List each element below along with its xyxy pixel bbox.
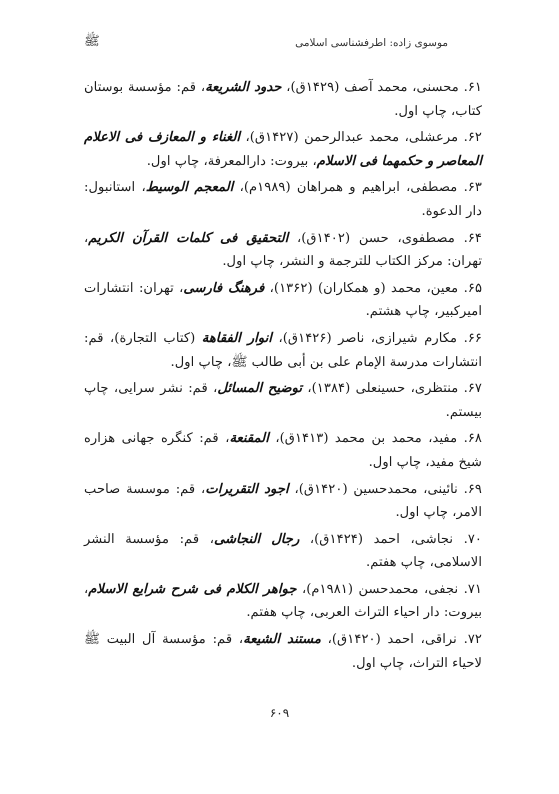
bibliography-entry: ۶۶. مکارم شیرازی، ناصر (۱۴۲۶ق)، انوار الفقاهة (کتاب التجارة)، قم: انتشارات مدرسة الإمام علی بن أبی طالب ﷺ، چاپ اول. xyxy=(84,330,483,370)
header-ornament: ﷺ xyxy=(84,34,100,49)
bibliography-entry: ۷۲. نراقی، احمد (۱۴۲۰ق)، مستند الشیعة، قم: مؤسسة آل البیت ﷺ لاحیاء التراث، چاپ اول. xyxy=(84,632,482,671)
bibliography-entry: ۶۵. معین، محمد (و همکاران) (۱۳۶۲)، فرهنگ فارسی، تهران: انتشارات امیرکبیر، چاپ هشتم. xyxy=(84,280,483,320)
page-number: ۶۰۹ xyxy=(269,706,290,720)
bibliography-entry: ۶۹. نائینی، محمدحسین (۱۴۲۰ق)، اجود التقریرات، قم: موسسة صاحب الامر، چاپ اول. xyxy=(84,481,483,521)
bibliography-entry: ۶۴. مصطفوی، حسن (۱۴۰۲ق)، التحقیق فی کلمات القرآن الکریم، تهران: مرکز الکتاب للترجمة و النشر، چاپ اول. xyxy=(84,230,482,270)
bibliography-entry: ۷۰. نجاشی، احمد (۱۴۲۴ق)، رجال النجاشی، قم: مؤسسة النشر الاسلامی، چاپ هفتم. xyxy=(84,531,483,571)
bibliography-entry: ۶۲. مرعشلی، محمد عبدالرحمن (۱۴۲۷ق)، الغناء و المعازف فی الاعلام المعاصر و حکمهما فی الاسلام، بیروت: دارالمعرفة، چاپ اول. xyxy=(84,130,482,169)
bibliography-entry: ۶۷. منتظری، حسینعلی (۱۳۸۴)، توضیح المسائل، قم: نشر سرایی، چاپ بیستم. xyxy=(84,381,482,420)
running-header: موسوی زاده: اطرفشناسی اسلامی xyxy=(295,37,448,49)
bibliography-entry: ۶۱. محسنی، محمد آصف (۱۴۲۹ق)، حدود الشریعة، قم: مؤسسة بوستان کتاب، چاپ اول. xyxy=(84,80,483,119)
bibliography-list xyxy=(84,76,482,678)
bibliography-entry: ۶۸. مفید، محمد بن محمد (۱۴۱۳ق)، المقنعة، قم: کنگره جهانی هزاره شیخ مفید، چاپ اول. xyxy=(84,431,483,470)
bibliography-entry: ۶۳. مصطفی، ابراهیم و همراهان (۱۹۸۹م)، المعجم الوسیط، استانبول: دار الدعوة. xyxy=(84,180,482,219)
bibliography-entry: ۷۱. نجفی، محمدحسن (۱۹۸۱م)، جواهر الکلام فی شرح شرایع الاسلام، بیروت: دار احیاء التراث العربی، چاپ هفتم. xyxy=(84,581,482,621)
